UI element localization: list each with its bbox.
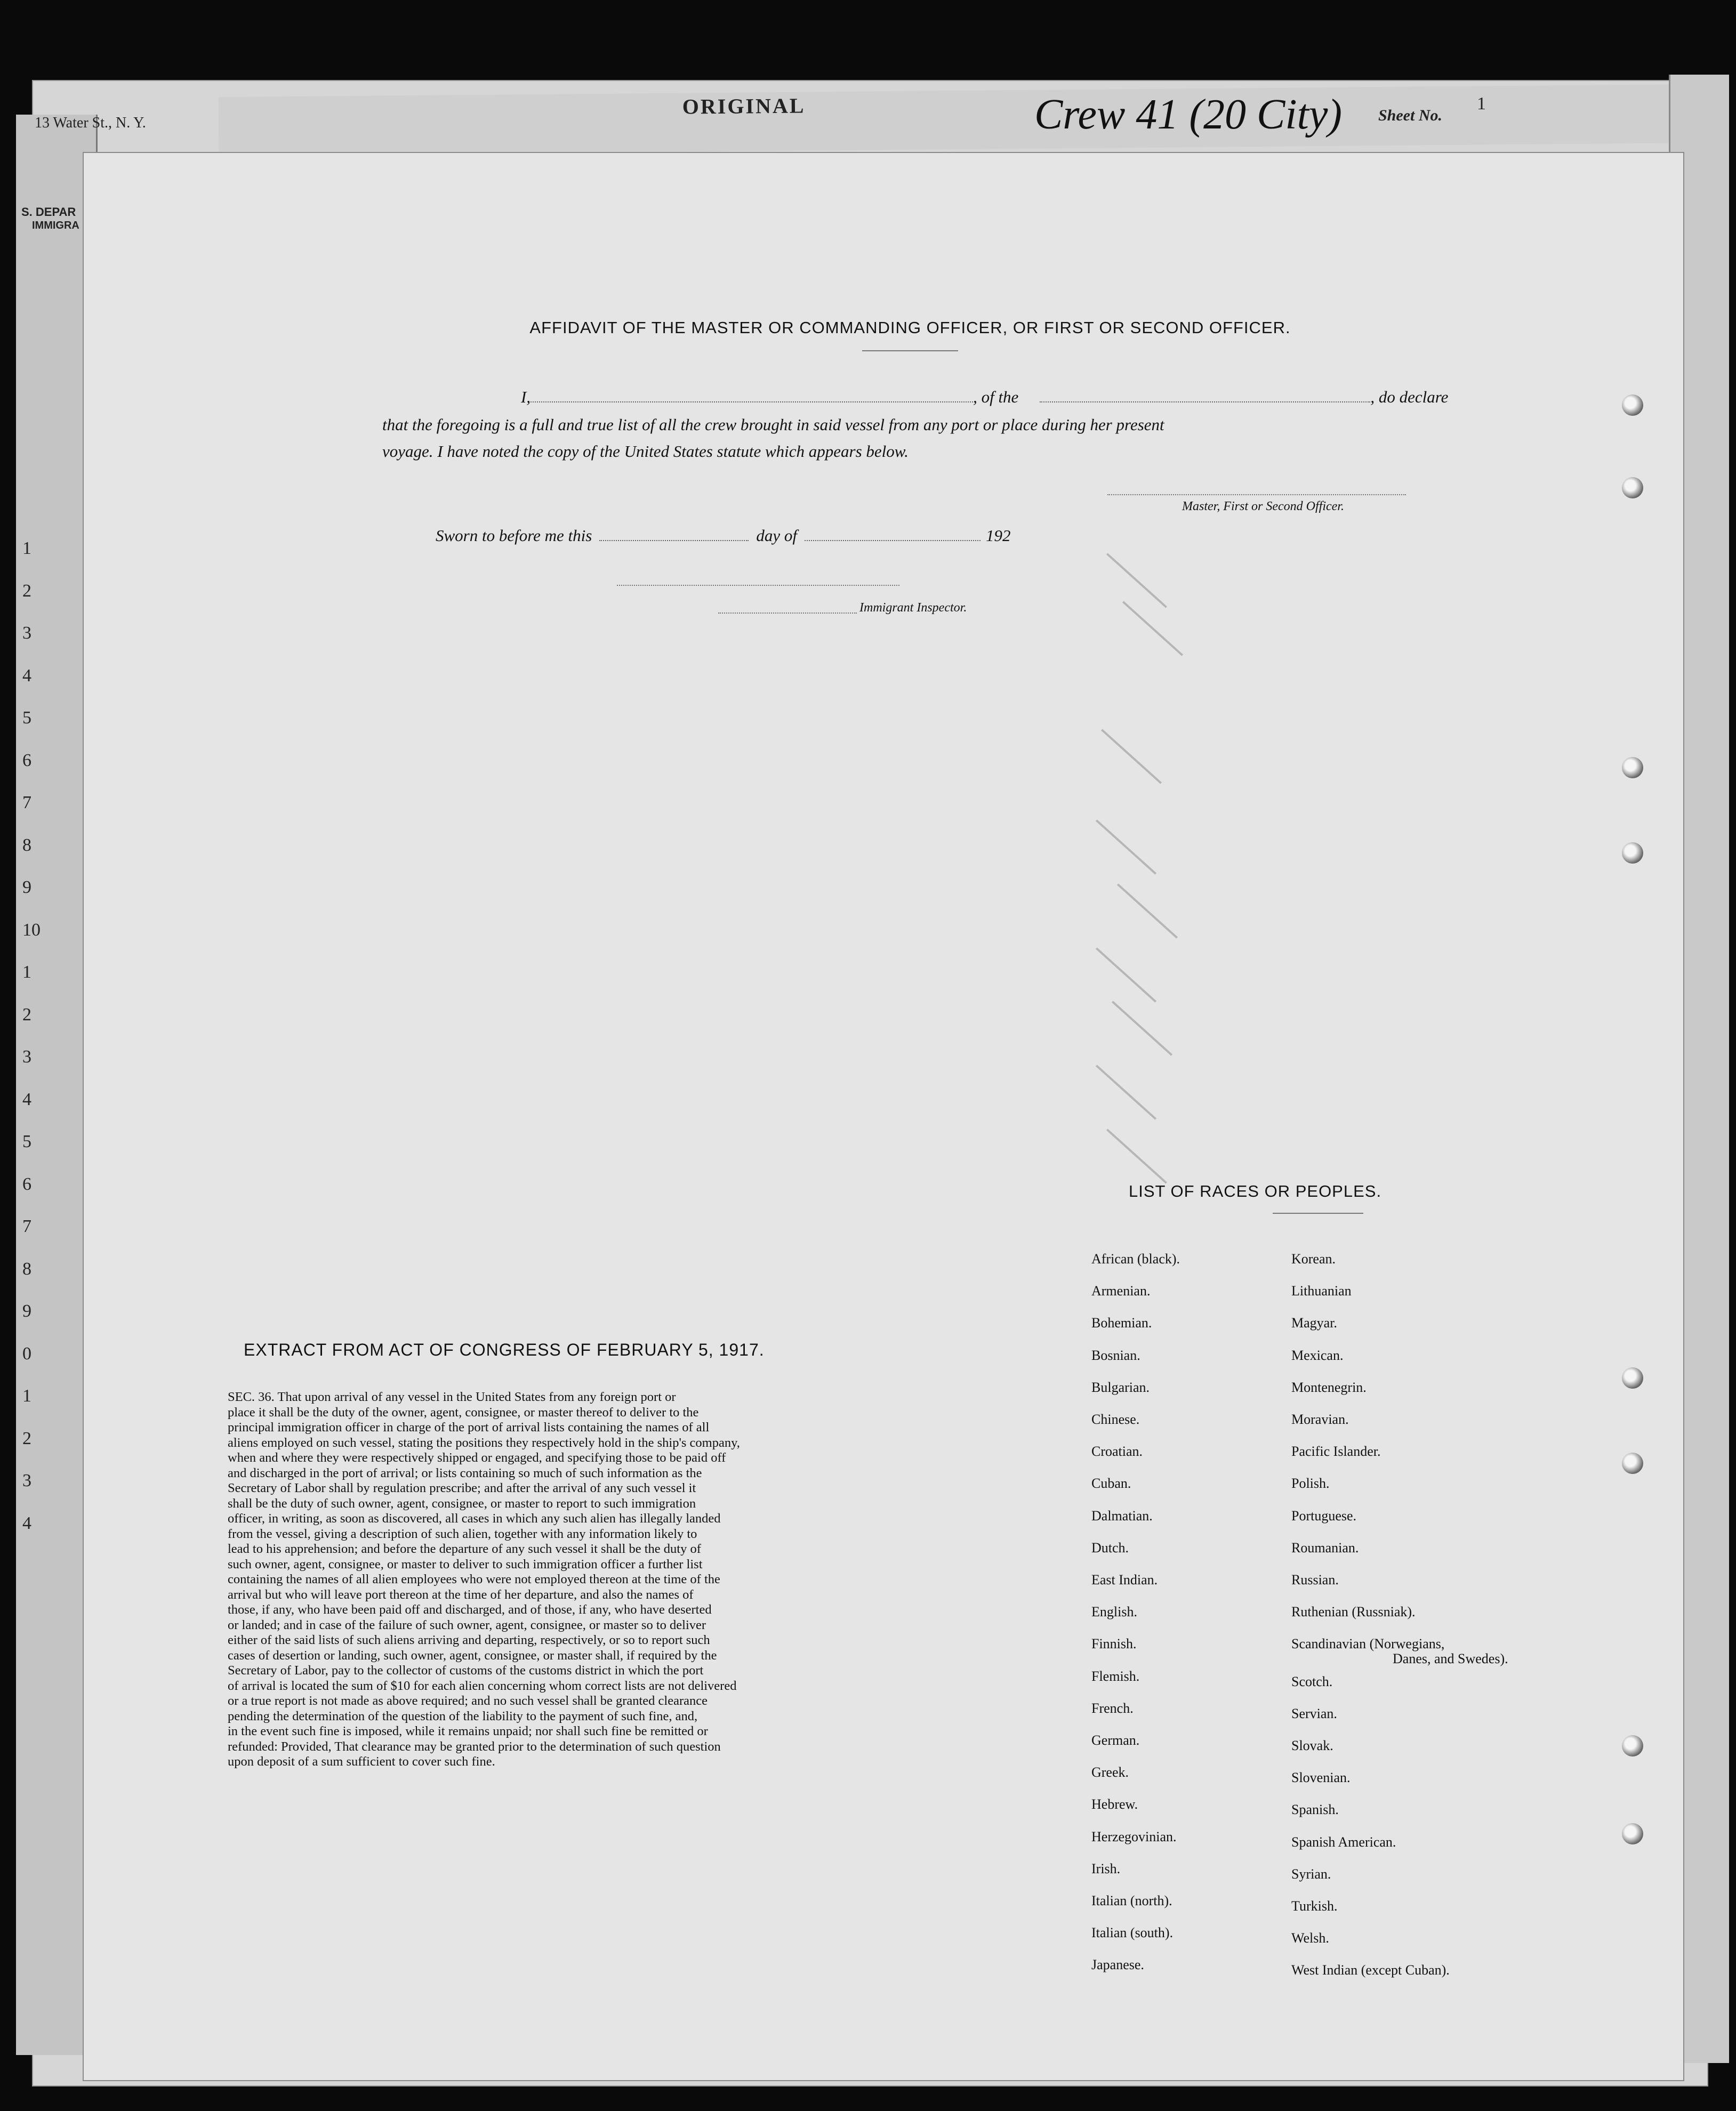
race-item: Magyar.: [1291, 1315, 1337, 1331]
dept-fragment-2: IMMIGRA: [32, 220, 79, 231]
dept-fragment-1: S. DEPAR: [21, 205, 76, 219]
extract-line: containing the names of all alien employees who were not employed thereon at the time of the: [228, 1572, 720, 1586]
race-item: Montenegrin.: [1291, 1379, 1367, 1395]
handwritten-crew-note: Crew 41 (20 City): [1034, 91, 1342, 138]
row-number: 9: [22, 877, 31, 897]
extract-line: or landed; and in case of the failure of such owner, agent, consignee, or master so to deliver: [228, 1617, 706, 1632]
sheet-label: Sheet No.: [1378, 107, 1442, 124]
race-item: French.: [1091, 1700, 1134, 1716]
row-number: 0: [22, 1343, 31, 1364]
title-rule: [862, 350, 958, 351]
race-item: Hebrew.: [1091, 1796, 1138, 1812]
extract-line: or a true report is not made as above required; and no such vessel shall be granted clearance: [228, 1694, 708, 1708]
race-item: Cuban.: [1091, 1476, 1131, 1492]
race-item: Pacific Islander.: [1291, 1444, 1381, 1460]
race-item: East Indian.: [1091, 1572, 1158, 1588]
race-item: Bosnian.: [1091, 1347, 1140, 1363]
row-number: 1: [22, 538, 31, 558]
original-fragment: ORIGINAL: [682, 93, 806, 119]
race-item: Russian.: [1291, 1572, 1339, 1588]
affidavit-line-2: that the foregoing is a full and true list of all the crew brought in said vessel from any port or place during her present: [382, 415, 1164, 434]
race-item: Bohemian.: [1091, 1315, 1152, 1331]
race-item: Spanish American.: [1291, 1834, 1396, 1850]
extract-line: refunded: Provided, That clearance may be granted prior to the determination of such question: [228, 1739, 721, 1754]
race-item: Irish.: [1091, 1860, 1121, 1876]
extract-line: officer, in writing, as soon as discovered, all cases in which any such alien has illegally landed: [228, 1511, 721, 1526]
row-number: 10: [22, 920, 41, 940]
extract-line: upon deposit of a sum sufficient to cover such fine.: [228, 1754, 495, 1769]
affidavit-i: I,: [521, 388, 531, 406]
binder-hole: [1622, 1823, 1643, 1844]
race-scandinavian-cont: Danes, and Swedes).: [1393, 1651, 1508, 1666]
inspector-signature-line: [617, 585, 899, 586]
year-text: 192: [985, 526, 1011, 545]
race-item: Moravian.: [1291, 1412, 1349, 1427]
extract-line: those, if any, who have been paid off and discharged, and of those, if any, who have deserted: [228, 1602, 712, 1617]
row-number: 1: [22, 1386, 31, 1406]
faint-streak: [1096, 1065, 1156, 1119]
race-item: Flemish.: [1091, 1668, 1140, 1684]
binder-hole: [1622, 1453, 1643, 1474]
extract-line: lead to his apprehension; and before the departure of any such vessel it shall be the duty of: [228, 1542, 701, 1556]
race-item: Greek.: [1091, 1764, 1129, 1780]
race-item: Japanese.: [1091, 1957, 1144, 1973]
race-item: Chinese.: [1091, 1412, 1140, 1427]
row-number: 1: [22, 962, 31, 982]
race-item: Servian.: [1291, 1705, 1337, 1721]
day-blank: [599, 540, 749, 541]
declare-text: , do declare: [1370, 388, 1449, 406]
row-number: 4: [22, 1089, 31, 1109]
row-number: 6: [22, 1174, 31, 1194]
row-number: 2: [22, 581, 31, 601]
master-signature-label: Master, First or Second Officer.: [1182, 499, 1344, 513]
race-item: Herzegovinian.: [1091, 1828, 1177, 1844]
row-number: 4: [22, 665, 31, 686]
affidavit-page: [83, 152, 1684, 2081]
sworn-line: [436, 526, 1010, 545]
race-item: Slovenian.: [1291, 1770, 1351, 1786]
race-item: Bulgarian.: [1091, 1379, 1150, 1395]
race-item: Italian (south).: [1091, 1925, 1174, 1941]
day-of-text: day of: [756, 526, 797, 545]
row-number: 7: [22, 793, 31, 812]
vessel-blank: [1040, 401, 1370, 402]
binder-hole: [1622, 1367, 1643, 1389]
race-item: Polish.: [1291, 1476, 1330, 1492]
extract-line: and discharged in the port of arrival; or lists containing so much of such information as the: [228, 1465, 702, 1480]
extract-line: when and where they were respectively shipped or engaged, and specifying those to be paid off: [228, 1451, 726, 1465]
extract-title: EXTRACT FROM ACT OF CONGRESS OF FEBRUARY 5, 1917.: [244, 1340, 765, 1359]
extract-body: [228, 1390, 942, 1770]
extract-line: principal immigration officer in charge of the port of arrival lists containing the names of all: [228, 1420, 710, 1435]
race-item: Syrian.: [1291, 1866, 1331, 1882]
race-item: Lithuanian: [1291, 1283, 1352, 1299]
race-item: Armenian.: [1091, 1283, 1151, 1299]
extract-line: arrival but who will leave port thereon at the time of her departure, and also the names of: [228, 1587, 694, 1602]
extract-line: aliens employed on such vessel, stating the positions they respectively hold in the ship's company,: [228, 1435, 740, 1450]
row-number: 8: [22, 835, 31, 855]
race-item: English.: [1091, 1604, 1137, 1620]
affidavit-line-1: [436, 388, 1502, 407]
row-number: 3: [22, 1471, 31, 1490]
race-item: Dutch.: [1091, 1540, 1129, 1556]
race-item: Slovak.: [1291, 1738, 1333, 1753]
affidavit-line-3: voyage. I have noted the copy of the United States statute which appears below.: [382, 442, 909, 461]
inspector-label: Immigrant Inspector.: [859, 601, 967, 615]
race-item: Spanish.: [1291, 1802, 1339, 1818]
of-the-text: , of the: [973, 388, 1019, 406]
affidavit-title: AFFIDAVIT OF THE MASTER OR COMMANDING OFFICER, OR FIRST OR SECOND OFFICER.: [529, 318, 1291, 337]
binder-hole: [1622, 1735, 1643, 1757]
extract-line: pending the determination of the question of the liability to the payment of such fine, and,: [228, 1709, 698, 1723]
faint-streak: [1096, 947, 1156, 1002]
race-item: Welsh.: [1291, 1930, 1329, 1946]
extract-line: cases of desertion or landing, such owner, agent, consignee, or master shall, if required by the: [228, 1648, 717, 1663]
race-item: Croatian.: [1091, 1444, 1143, 1460]
name-blank: [531, 401, 973, 402]
row-number: 6: [22, 750, 31, 770]
faint-streak: [1106, 1129, 1167, 1183]
sworn-text: Sworn to before me this: [436, 526, 592, 545]
races-title: LIST OF RACES OR PEOPLES.: [1129, 1182, 1382, 1200]
extract-line: in the event such fine is imposed, while it remains unpaid; nor shall such fine be remitted or: [228, 1724, 708, 1738]
row-number: 2: [22, 1428, 31, 1448]
extract-line: of arrival is located the sum of $10 for each alien concerning whom correct lists are not delivered: [228, 1678, 737, 1693]
row-number: 3: [22, 1047, 31, 1067]
row-number: 3: [22, 623, 31, 643]
month-blank: [805, 540, 980, 541]
extract-line: shall be the duty of such owner, agent, consignee, or master to report to such immigration: [228, 1496, 696, 1511]
race-item: Italian (north).: [1091, 1893, 1172, 1908]
faint-streak: [1106, 553, 1167, 608]
extract-line: from the vessel, giving a description of such alien, together with any information likely to: [228, 1526, 697, 1541]
race-item: Scandinavian (Norwegians,: [1291, 1636, 1445, 1652]
extract-line: Secretary of Labor, pay to the collector of customs of the customs district in which the port: [228, 1663, 704, 1678]
inspector-dotted-lead: [718, 613, 857, 614]
race-item: Turkish.: [1291, 1898, 1338, 1914]
row-number: 9: [22, 1301, 31, 1321]
extract-line: either of the said lists of such aliens arriving and departing, respectively, or so to report such: [228, 1633, 710, 1647]
row-number: 5: [22, 1132, 31, 1151]
race-item: Finnish.: [1091, 1636, 1137, 1652]
faint-streak: [1117, 883, 1178, 938]
race-item: Ruthenian (Russniak).: [1291, 1604, 1416, 1620]
binder-hole: [1622, 477, 1643, 498]
binder-hole: [1622, 757, 1643, 778]
row-number: 5: [22, 708, 31, 728]
race-item: German.: [1091, 1733, 1140, 1748]
extract-line: SEC. 36. That upon arrival of any vessel in the United States from any foreign port or: [228, 1390, 676, 1404]
sheet-number: 1: [1477, 94, 1486, 114]
race-item: Scotch.: [1291, 1673, 1333, 1689]
race-item: West Indian (except Cuban).: [1291, 1962, 1450, 1978]
race-item: Mexican.: [1291, 1347, 1344, 1363]
row-number: 8: [22, 1259, 31, 1279]
row-number: 7: [22, 1216, 31, 1236]
extract-line: Secretary of Labor shall by regulation prescribe; and after the arrival of any such vessel it: [228, 1481, 696, 1495]
extract-line: such owner, agent, consignee, or master to deliver to such immigration officer a further list: [228, 1557, 703, 1572]
extract-line: place it shall be the duty of the owner, agent, consignee, or master thereof to deliver to the: [228, 1405, 699, 1420]
race-item: Portuguese.: [1291, 1508, 1357, 1524]
address-fragment: 13 Water St., N. Y.: [35, 115, 146, 131]
faint-streak: [1122, 601, 1183, 656]
faint-streak: [1112, 1001, 1172, 1056]
race-item: Dalmatian.: [1091, 1508, 1153, 1524]
races-title-rule: [1273, 1213, 1363, 1214]
master-signature-line: [1107, 494, 1406, 495]
faint-streak: [1101, 729, 1162, 784]
race-item: Roumanian.: [1291, 1540, 1359, 1556]
race-item: African (black).: [1091, 1251, 1180, 1267]
faint-streak: [1096, 819, 1156, 874]
binder-hole: [1622, 394, 1643, 416]
row-number: 2: [22, 1004, 31, 1025]
race-item: Korean.: [1291, 1251, 1336, 1267]
row-number: 4: [22, 1513, 31, 1533]
binder-hole: [1622, 842, 1643, 864]
